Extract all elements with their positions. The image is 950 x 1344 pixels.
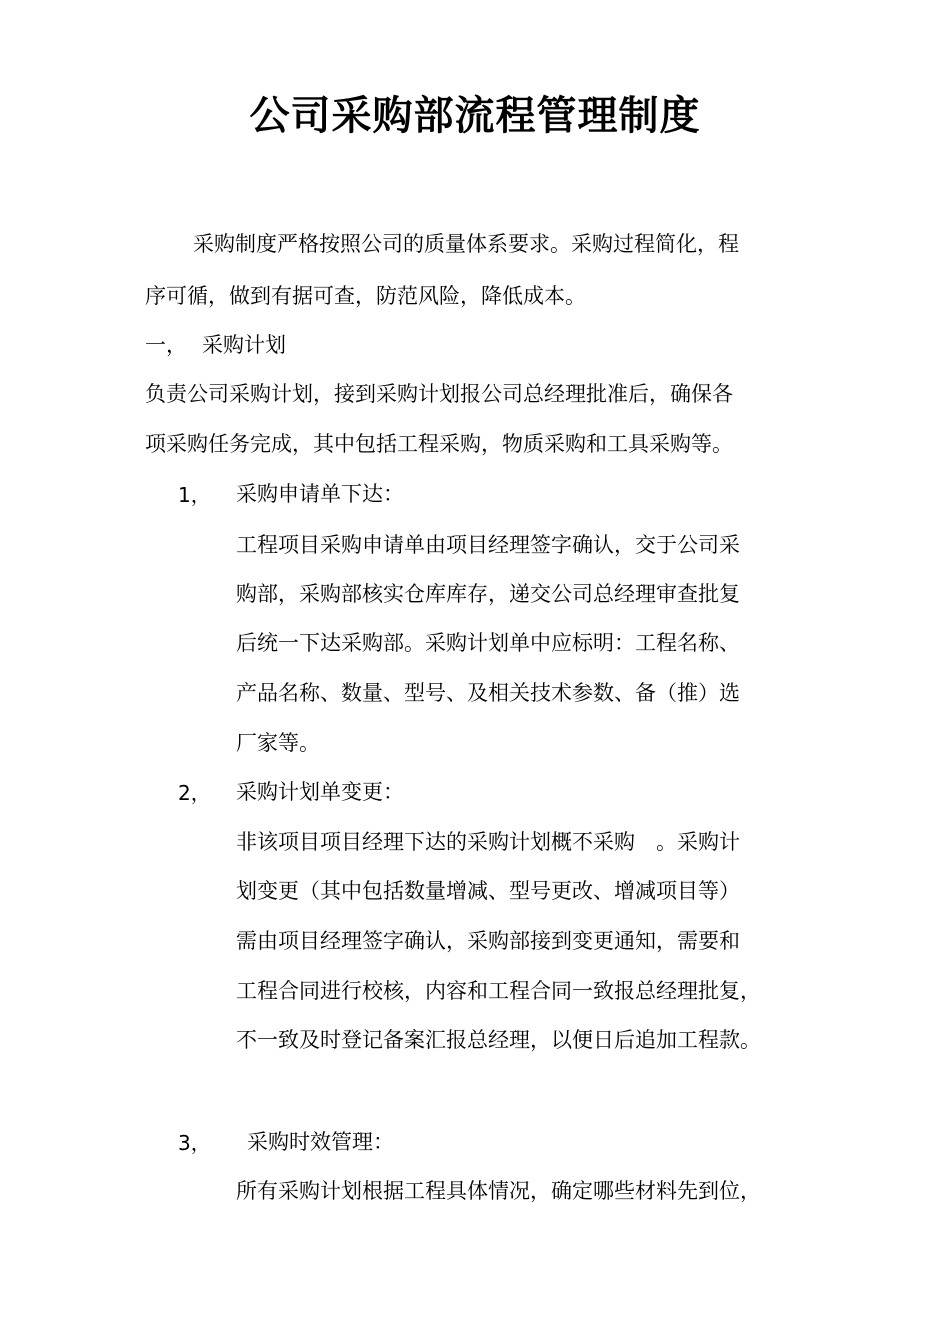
item-1-heading: 采购申请单下达： bbox=[236, 482, 404, 506]
page-title: 公司采购部流程管理制度 bbox=[249, 93, 701, 139]
intro-line-2: 序可循，做到有据可查，防范风险，降低成本。 bbox=[145, 284, 586, 308]
item-3-body-line-1: 所有采购计划根据工程具体情况，确定哪些材料先到位， bbox=[236, 1179, 761, 1203]
item-1-body-line-4: 产品名称、数量、型号、及相关技术参数、备（推）选 bbox=[236, 681, 740, 705]
intro-line-1: 采购制度严格按照公司的质量体系要求。采购过程简化，程 bbox=[193, 232, 739, 256]
item-2-body-line-5: 不一致及时登记备案汇报总经理，以便日后追加工程款。 bbox=[236, 1028, 761, 1052]
item-1-body-line-5: 厂家等。 bbox=[236, 731, 320, 755]
section-1-body-line-1: 负责公司采购计划，接到采购计划报公司总经理批准后，确保各 bbox=[145, 382, 733, 406]
item-2-number: 2， bbox=[178, 781, 211, 805]
item-2-body-line-4: 工程合同进行校核，内容和工程合同一致报总经理批复， bbox=[236, 979, 761, 1003]
item-1-body-line-3: 后统一下达采购部。采购计划单中应标明：工程名称、 bbox=[236, 631, 740, 655]
item-2-body-line-1: 非该项目项目经理下达的采购计划概不采购 。采购计 bbox=[236, 830, 740, 854]
item-2-body-line-3: 需由项目经理签字确认，采购部接到变更通知，需要和 bbox=[236, 929, 740, 953]
section-1-body-line-2: 项采购任务完成，其中包括工程采购，物质采购和工具采购等。 bbox=[145, 432, 733, 456]
item-1-body-line-2: 购部，采购部核实仓库库存，递交公司总经理审查批复 bbox=[236, 582, 740, 606]
item-1-body-line-1: 工程项目采购申请单由项目经理签字确认，交于公司采 bbox=[236, 533, 740, 557]
item-2-heading: 采购计划单变更： bbox=[236, 780, 404, 804]
section-1-heading: 采购计划 bbox=[202, 333, 286, 357]
item-1-number: 1， bbox=[178, 483, 211, 507]
item-3-heading: 采购时效管理： bbox=[247, 1130, 394, 1154]
item-2-body-line-2: 划变更（其中包括数量增减、型号更改、增减项目等） bbox=[236, 879, 740, 903]
section-1-number: 一， bbox=[145, 333, 187, 357]
item-3-number: 3， bbox=[178, 1131, 211, 1155]
